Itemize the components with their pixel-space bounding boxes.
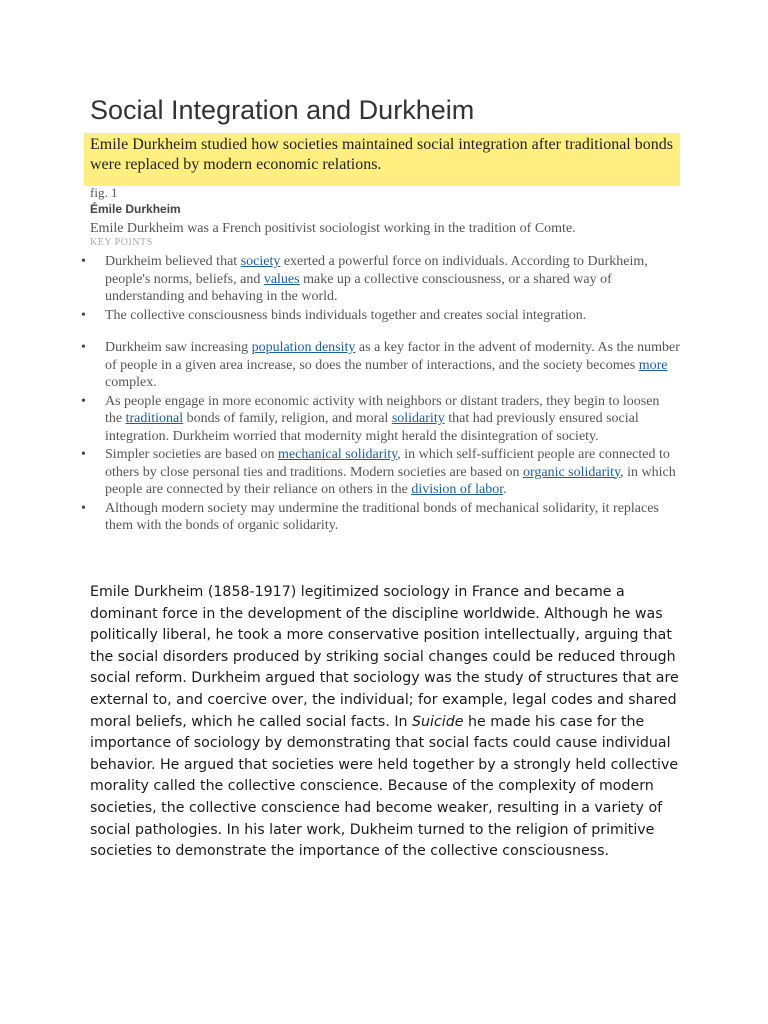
list-item-text: that had previously ensured social integration. Durkheim worried that modernity might herald the disintegration of society. [105,411,639,444]
list-item-text: as a key factor in the advent of modernity. As the number of people in a given area increase, so does the number of interactions, and the society becomes [105,340,680,373]
list-item [76,307,680,325]
figure-label: fig. 1 [90,185,118,200]
bullet-icon: • [81,340,86,355]
link-more[interactable]: more [638,357,668,373]
figure-caption: Emile Durkheim was a French positivist sociologist working in the tradition of Comte. [90,221,576,236]
list-item-text: complex. [105,375,157,390]
body-paragraph [90,582,690,863]
bullet-icon: • [81,254,86,269]
summary-text: Emile Durkheim studied how societies maintained social integration after traditional bonds were replaced by modern economic relations. [90,136,673,173]
bullet-icon: • [81,500,86,516]
figure-name: Émile Durkheim [90,202,181,216]
link-organic-solidarity[interactable]: organic solidarity [522,464,621,480]
list-item [76,253,680,306]
bullet-icon: • [81,447,86,462]
list-item-text: bonds of family, religion, and moral [183,411,392,426]
list-item-text: . [503,482,507,497]
list-item [76,339,680,392]
link-mechanical-solidarity[interactable]: mechanical solidarity [278,447,398,462]
body-italic-title: Suicide [412,713,464,730]
link-population-density[interactable]: population density [251,340,356,355]
page-title: Social Integration and Durkheim [90,95,475,125]
link-solidarity[interactable]: solidarity [391,411,445,426]
list-item-text: As people engage in more economic activity with neighbors or distant traders, they begin to loosen the [105,393,660,426]
link-traditional[interactable]: traditional [125,411,184,426]
body-lead: Emile Durkheim (1858-1917) [90,584,297,600]
list-item-text: Durkheim saw increasing [105,340,252,355]
list-item-text: make up a collective consciousness, or a shared way of understanding and behaving in the world. [105,271,612,304]
body-text: legitimized sociology in France and became a dominant force in the development of the discipline worldwide. Although he was politically liberal, he took a more conservative position intellectually, arguing that the social disorders produced by striking social changes could be reduced through social reform. Durkheim argued that sociology was the study of structures that are external to, and coercive over, the individual; for example, legal codes and shared moral beliefs, which he called social facts. In [90,584,679,730]
list-item [76,446,680,499]
list-item-text: The collective consciousness binds individuals together and creates social integration. [105,307,587,323]
list-item-text: , in which people are connected by their reliance on others in the [105,464,676,497]
link-society[interactable]: society [240,254,281,269]
key-points-heading: KEY POINTS [90,237,153,248]
key-points-list-2 [76,339,680,536]
list-item-text: exerted a powerful force on individuals. According to Durkheim, people's norms, beliefs, and [105,254,648,287]
bullet-icon: • [81,307,86,323]
list-item-text: Durkheim believed that [105,254,241,269]
list-item [76,393,680,446]
list-item-text: Simpler societies are based on [105,447,279,462]
list-item-text: Although modern society may undermine the traditional bonds of mechanical solidarity, it replaces them with the bonds of organic solidarity. [105,500,659,533]
bullet-icon: • [81,393,86,409]
link-division-of-labor[interactable]: division of labor [411,482,504,497]
key-points-list [76,253,680,325]
link-values[interactable]: values [263,271,300,287]
list-item [76,500,680,535]
body-text: he made his case for the importance of sociology by demonstrating that social facts could cause individual behavior. He argued that societies were held together by a strongly held collective morality called the collective conscience. Because of the complexity of modern societies, the collective conscience had become weaker, resulting in a variety of social pathologies. In his later work, Dukheim turned to the religion of primitive societies to demonstrate the importance of the collective consciousness. [90,713,679,860]
list-item-text: , in which self-sufficient people are connected to others by close personal ties and traditions. Modern societies are based on [105,447,670,480]
summary-highlight-box [84,133,680,186]
